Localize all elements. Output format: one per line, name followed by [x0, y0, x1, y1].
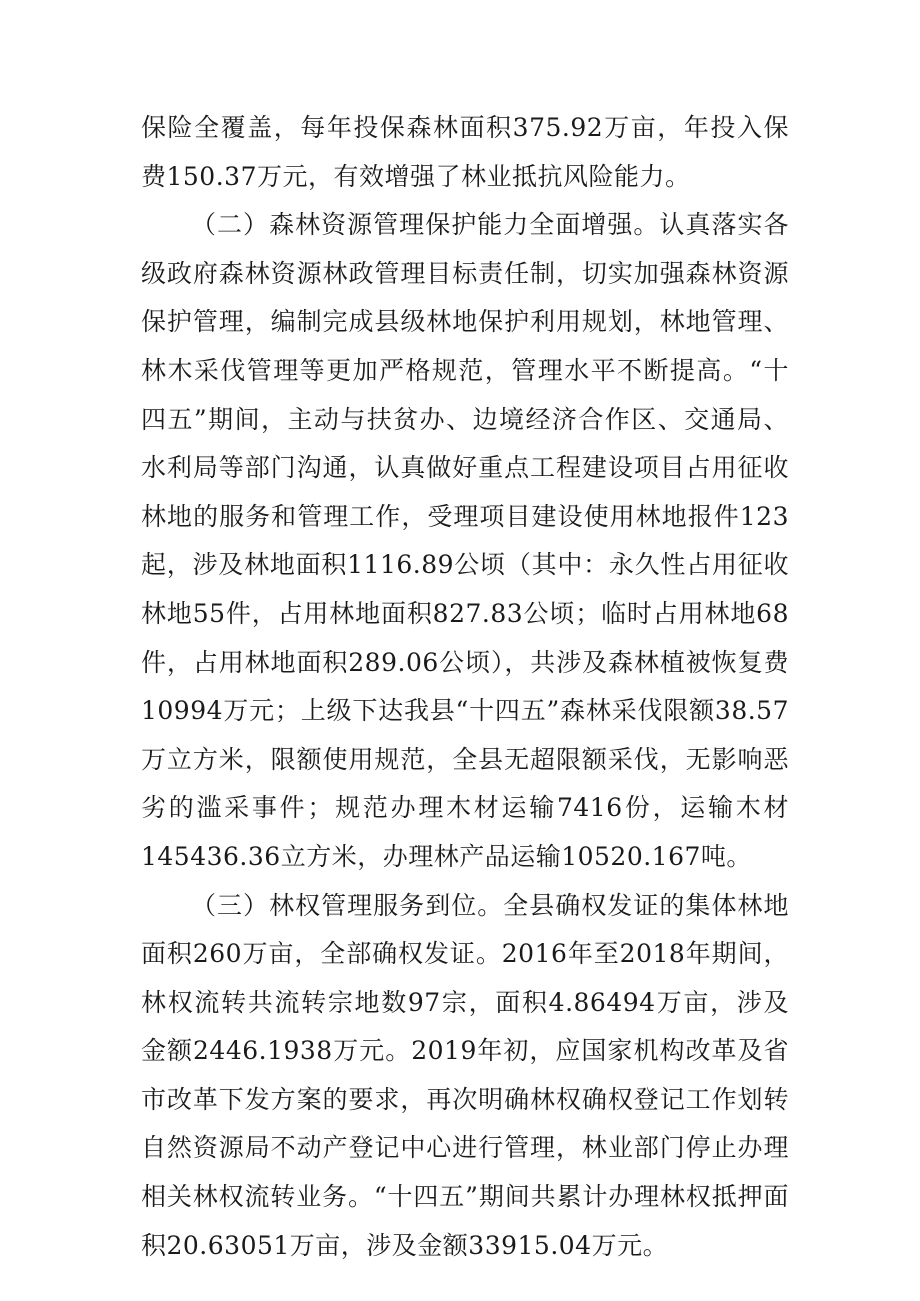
paragraph-forest-rights-management: （三）林权管理服务到位。全县确权发证的集体林地面积260万亩，全部确权发证。2016年至2018年期间，林权流转共流转宗地数97宗，面积4.86494万亩，涉及金额2446.1938万元。2019年初，应国家机构改革及省市改革下发方案的要求，再次明确林权确权登记工作划转自然资源局不动产登记中心进行管理，林业部门停止办理相关林权流转业务。“十四五”期间共累计办理林权抵押面积20.63051万亩，涉及金额33915.04万元。: [141, 890, 789, 1260]
paragraph-forest-resource-management: （二）森林资源管理保护能力全面增强。认真落实各级政府森林资源林政管理目标责任制，切实加强森林资源保护管理，编制完成县级林地保护利用规划，林地管理、林木采伐管理等更加严格规范，管理水平不断提高。“十四五”期间，主动与扶贫办、边境经济合作区、交通局、水利局等部门沟通，认真做好重点工程建设项目占用征收林地的服务和管理工作，受理项目建设使用林地报件123起，涉及林地面积1116.89公顷（其中：永久性占用征收林地55件，占用林地面积827.83公顷；临时占用林地68件，占用林地面积289.06公顷），共涉及森林植被恢复费10994万元；上级下达我县“十四五”森林采伐限额38.57万立方米，限额使用规范，全县无超限额采伐，无影响恶劣的滥采事件；规范办理木材运输7416份，运输木材145436.36立方米，办理林产品运输10520.167吨。: [141, 210, 789, 871]
paragraph-continuation: 保险全覆盖，每年投保森林面积375.92万亩，年投入保费150.37万元，有效增强了林业抵抗风险能力。: [141, 113, 789, 191]
document-body: [141, 104, 789, 1270]
